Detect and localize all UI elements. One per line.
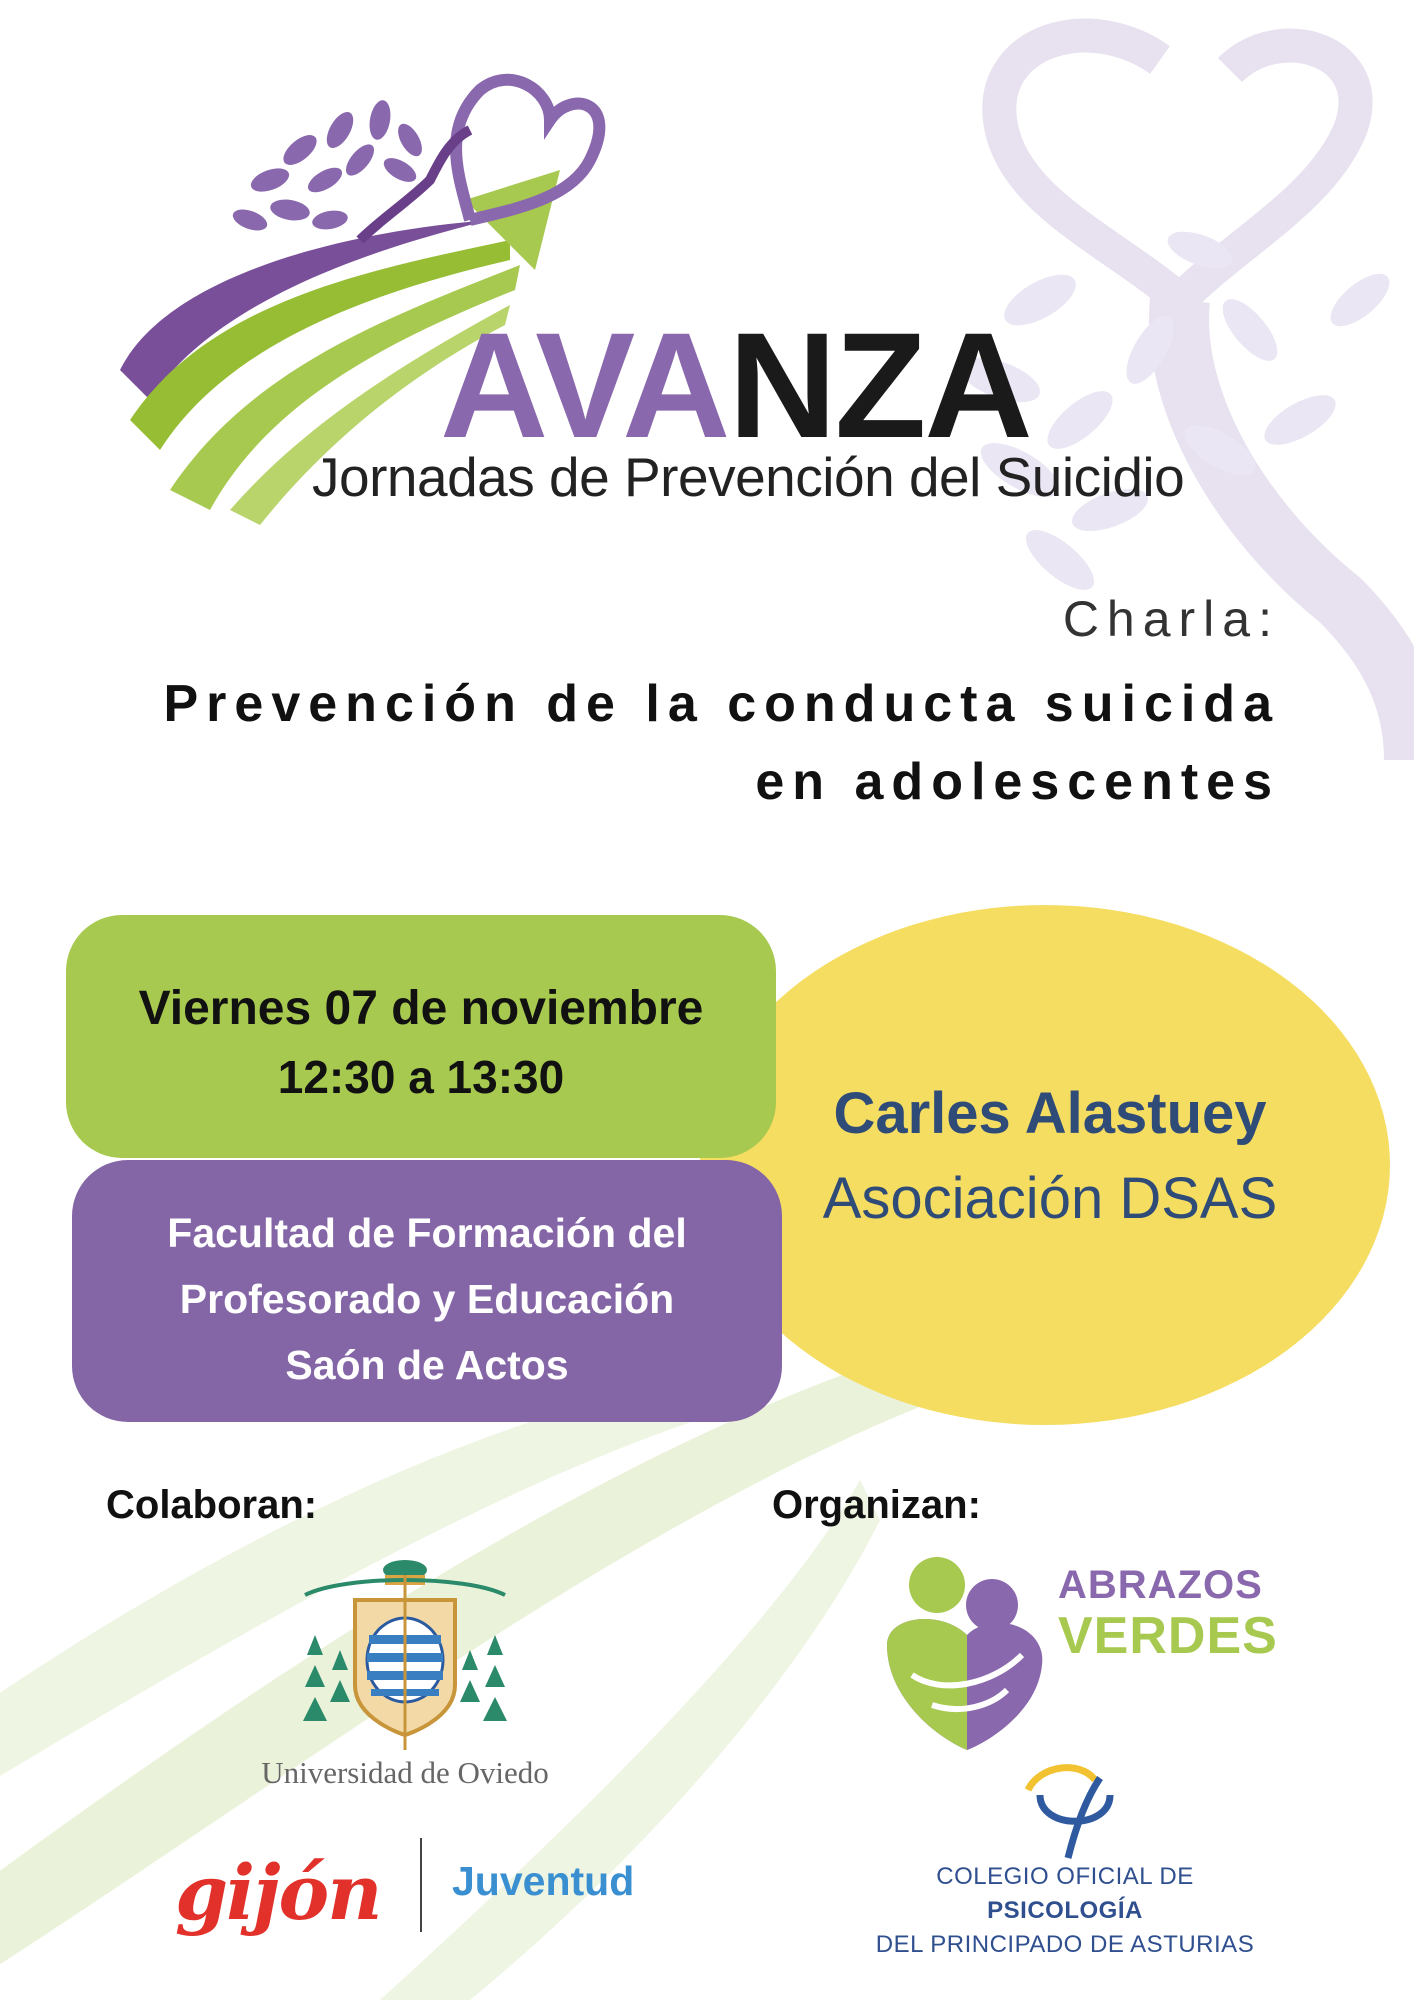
gijon-logo-text: gijón bbox=[175, 1848, 381, 1937]
talk-title-line2: en adolescentes bbox=[755, 753, 1280, 811]
organizers-label: Organizan: bbox=[772, 1483, 981, 1527]
speaker-organization: Asociación DSAS bbox=[822, 1166, 1278, 1231]
logo-divider bbox=[420, 1838, 422, 1932]
venue-line1: Facultad de Formación del bbox=[167, 1210, 687, 1256]
event-time: 12:30 a 13:30 bbox=[277, 1051, 565, 1103]
event-date: Viernes 07 de noviembre bbox=[138, 982, 704, 1035]
venue-line3: Saón de Actos bbox=[285, 1342, 569, 1388]
verdes-text: VERDES bbox=[1058, 1607, 1278, 1665]
colegio-line1-b: PSICOLOGÍA bbox=[987, 1897, 1143, 1924]
abrazos-text: ABRAZOS bbox=[1058, 1563, 1263, 1607]
brand-subtitle: Jornadas de Prevención del Suicidio bbox=[312, 446, 1185, 508]
venue-box bbox=[72, 1160, 782, 1422]
juventud-text: Juventud bbox=[452, 1858, 635, 1904]
colegio-line2: DEL PRINCIPADO DE ASTURIAS bbox=[875, 1931, 1255, 1958]
brand-word-part1: AVA bbox=[440, 301, 729, 469]
psychology-psi-logo bbox=[1020, 1760, 1130, 1860]
talk-title bbox=[164, 665, 1281, 821]
colegio-psicologia-text bbox=[860, 1860, 1270, 1962]
schedule-box bbox=[66, 915, 776, 1158]
speaker-name: Carles Alastuey bbox=[833, 1081, 1267, 1146]
venue-line2: Profesorado y Educación bbox=[179, 1276, 675, 1322]
colegio-line1-a: COLEGIO OFICIAL DE bbox=[936, 1863, 1194, 1890]
brand-wordmark bbox=[440, 301, 1031, 469]
university-coat-of-arms bbox=[285, 1555, 525, 1755]
talk-label: Charla: bbox=[1062, 591, 1280, 647]
talk-title-line1: Prevención de la conducta suicida bbox=[163, 675, 1280, 733]
colegio-line1 bbox=[860, 1860, 1270, 1928]
brand-word-part2: NZA bbox=[728, 301, 1031, 469]
university-name: Universidad de Oviedo bbox=[261, 1755, 549, 1790]
abrazos-verdes-hug-logo bbox=[882, 1555, 1052, 1755]
collaborators-label: Colaboran: bbox=[106, 1483, 318, 1527]
